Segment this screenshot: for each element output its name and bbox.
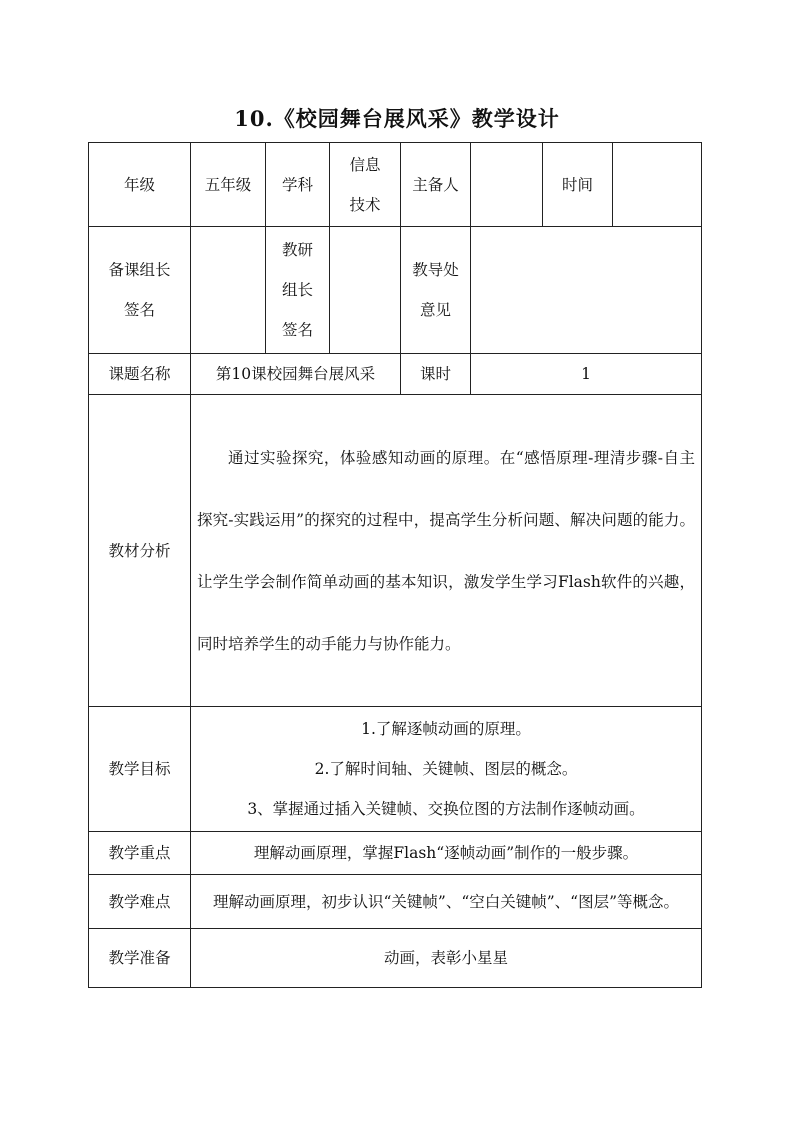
research-leader-label-line2: 组长	[281, 281, 313, 299]
topic-value: 第10课校园舞台展风采	[191, 354, 401, 395]
objectives-label: 教学目标	[89, 707, 191, 832]
group-leader-label-line1: 备课组长	[108, 261, 171, 279]
research-leader-signature	[330, 227, 401, 354]
group-leader-signature	[191, 227, 266, 354]
research-leader-label-line3: 签名	[281, 321, 313, 339]
period-label: 课时	[401, 354, 471, 395]
table-row	[89, 929, 702, 988]
time-label: 时间	[543, 143, 613, 227]
subject-value	[330, 143, 401, 227]
lead-teacher-label: 主备人	[401, 143, 471, 227]
preparation-text: 动画，表彰小星星	[191, 929, 702, 988]
time-value	[613, 143, 702, 227]
preparation-label: 教学准备	[89, 929, 191, 988]
lesson-plan-table	[88, 142, 702, 988]
document-title: 10.《校园舞台展风采》教学设计	[234, 106, 560, 131]
table-row	[89, 875, 702, 929]
subject-value-line1: 信息	[349, 155, 381, 174]
analysis-label: 教材分析	[89, 395, 191, 707]
group-leader-label	[89, 227, 191, 354]
academic-office-label-line2: 意见	[419, 301, 451, 319]
difficulties-label: 教学难点	[89, 875, 191, 929]
key-points-label: 教学重点	[89, 832, 191, 875]
subject-value-line2: 技术	[349, 195, 381, 214]
list-item: 1.了解逐帧动画的原理。	[361, 720, 531, 738]
academic-office-opinion	[471, 227, 702, 354]
period-value: 1	[471, 354, 702, 395]
group-leader-label-line2: 签名	[123, 301, 155, 319]
key-points-text: 理解动画原理，掌握Flash“逐帧动画”制作的一般步骤。	[191, 832, 702, 875]
subject-label: 学科	[266, 143, 330, 227]
list-item: 2.了解时间轴、关键帧、图层的概念。	[314, 760, 578, 778]
table-row	[89, 832, 702, 875]
table-row	[89, 143, 702, 227]
research-leader-label	[266, 227, 330, 354]
lead-teacher-value	[471, 143, 543, 227]
research-leader-label-line1: 教研	[281, 241, 313, 259]
table-row	[89, 395, 702, 707]
academic-office-label	[401, 227, 471, 354]
academic-office-label-line1: 教导处	[412, 261, 459, 279]
table-row	[89, 354, 702, 395]
table-row	[89, 227, 702, 354]
difficulties-text: 理解动画原理，初步认识“关键帧”、“空白关键帧”、“图层”等概念。	[191, 875, 702, 929]
grade-label: 年级	[89, 143, 191, 227]
analysis-text: 通过实验探究，体验感知动画的原理。在“感悟原理-理清步骤-自主探究-实践运用”的探究的过程中，提高学生分析问题、解决问题的能力。让学生学会制作简单动画的基本知识，激发学生学习Flash软件的兴趣，同时培养学生的动手能力与协作能力。	[197, 448, 695, 653]
objectives-list	[191, 707, 702, 832]
grade-value: 五年级	[191, 143, 266, 227]
table-row	[89, 707, 702, 832]
topic-label: 课题名称	[89, 354, 191, 395]
analysis-cell	[191, 395, 702, 707]
list-item: 3、掌握通过插入关键帧、交换位图的方法制作逐帧动画。	[247, 800, 645, 818]
